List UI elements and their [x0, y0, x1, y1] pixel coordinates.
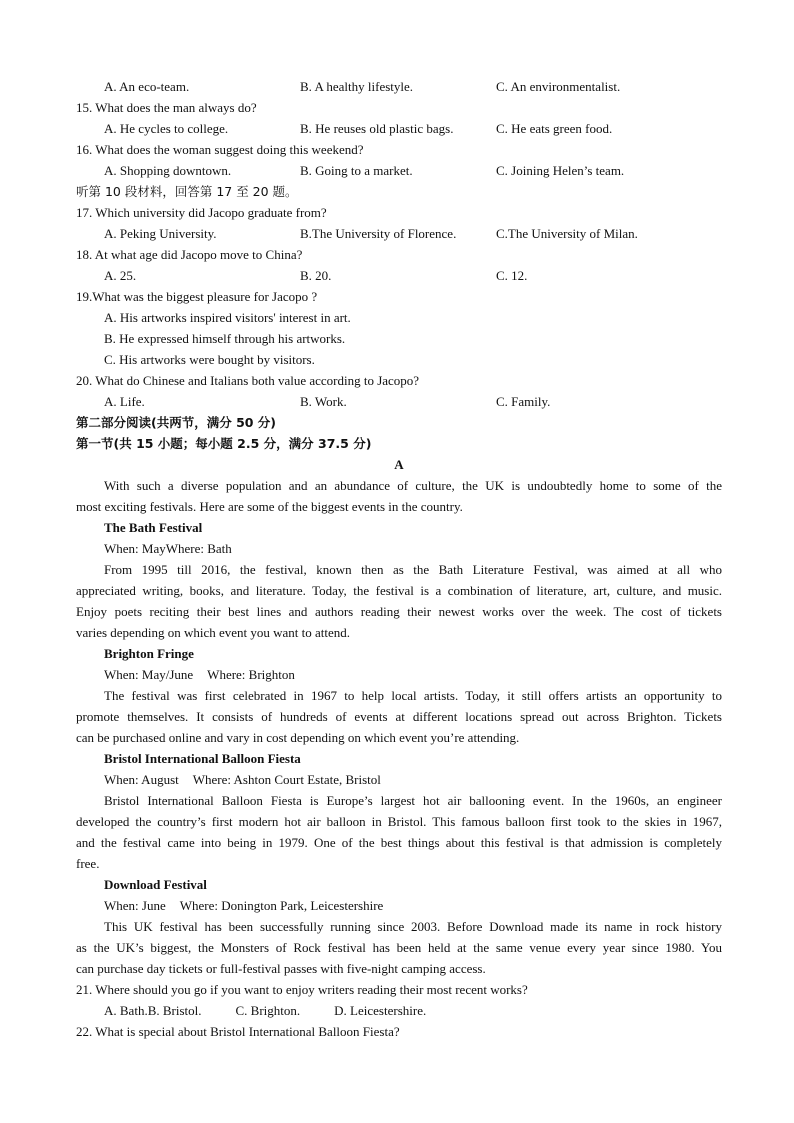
- q18-option-c: C. 12.: [496, 268, 528, 283]
- q19-option-c: C. His artworks were bought by visitors.: [104, 352, 315, 367]
- q19-option-a: A. His artworks inspired visitors' interest in art.: [104, 310, 351, 325]
- download-when: When: June: [104, 898, 166, 913]
- bath-when-where: When: MayWhere: Bath: [104, 541, 232, 556]
- download-title: Download Festival: [104, 877, 207, 892]
- bath-line-1: From 1995 till 2016, the festival, known then as the Bath Literature Festival, was aimed at all who: [104, 562, 722, 577]
- q15-option-c: C. He eats green food.: [496, 121, 613, 136]
- bath-line-2: appreciated writing, books, and literature. Today, the festival is a combination of literature, art, culture, and music.: [76, 583, 722, 598]
- q20-options: [104, 391, 722, 412]
- passage-label: A: [394, 457, 404, 472]
- brighton-title: Brighton Fringe: [104, 646, 194, 661]
- q16-option-a: A. Shopping downtown.: [104, 163, 232, 178]
- q21-option-ab: A. Bath.B. Bristol.: [104, 1003, 202, 1018]
- q17-option-b: B.The University of Florence.: [300, 226, 457, 241]
- download-line-1: This UK festival has been successfully running since 2003. Before Download made its name in rock history: [104, 919, 722, 934]
- bristol-when-where: [104, 769, 722, 790]
- q18-option-a: A. 25.: [104, 268, 137, 283]
- q15-options: [104, 118, 722, 139]
- bristol-line-3: and the festival came into being in 1979. One of the best things about this festival is that admission is completely: [76, 835, 722, 850]
- q16-option-c: C. Joining Helen’s team.: [496, 163, 625, 178]
- brighton-when: When: May/June: [104, 667, 194, 682]
- q16-option-b: B. Going to a market.: [300, 163, 413, 178]
- bristol-where: Where: Ashton Court Estate, Bristol: [192, 772, 381, 787]
- q14-option-a: A. An eco-team.: [104, 79, 190, 94]
- q22-question: 22. What is special about Bristol International Balloon Fiesta?: [76, 1024, 400, 1039]
- download-where: Where: Donington Park, Leicestershire: [179, 898, 384, 913]
- bristol-when: When: August: [104, 772, 179, 787]
- bristol-line-2: developed the country’s first modern hot air balloon in Bristol. This famous balloon first took to the skies in 1967,: [76, 814, 722, 829]
- q17-question: 17. Which university did Jacopo graduate from?: [76, 205, 327, 220]
- q21-question: 21. Where should you go if you want to enjoy writers reading their most recent works?: [76, 982, 528, 997]
- bath-line-3: Enjoy poets reciting their best lines and authors reading their newest works over the week. The cost of tickets: [76, 604, 722, 619]
- brighton-when-where: [104, 664, 722, 685]
- q17-option-a: A. Peking University.: [104, 226, 217, 241]
- brighton-line-2: promote themselves. It consists of hundreds of events at different locations spread out across Brighton. Tickets: [76, 709, 722, 724]
- q20-option-a: A. Life.: [104, 394, 145, 409]
- bristol-title: Bristol International Balloon Fiesta: [104, 751, 301, 766]
- q15-option-a: A. He cycles to college.: [104, 121, 229, 136]
- q14-option-b: B. A healthy lifestyle.: [300, 79, 414, 94]
- brighton-line-1: The festival was first celebrated in 1967 to help local artists. Today, it still offers artists an opportunity to: [104, 688, 722, 703]
- bristol-line-1: Bristol International Balloon Fiesta is Europe’s largest hot air ballooning event. In the 1960s, an engineer: [104, 793, 722, 808]
- q17-options: [104, 223, 722, 244]
- q21-option-d: D. Leicestershire.: [334, 1003, 427, 1018]
- q15-question: 15. What does the man always do?: [76, 100, 257, 115]
- q20-option-c: C. Family.: [496, 394, 551, 409]
- intro-line-2: most exciting festivals. Here are some of the biggest events in the country.: [76, 499, 463, 514]
- q15-option-b: B. He reuses old plastic bags.: [300, 121, 454, 136]
- q16-options: [104, 160, 722, 181]
- material-10-instruction: 听第 10 段材料，回答第 17 至 20 题。: [76, 184, 298, 199]
- q18-options: [104, 265, 722, 286]
- brighton-line-3: can be purchased online and vary in cost depending on which event you’re attending.: [76, 730, 520, 745]
- q20-option-b: B. Work.: [300, 394, 347, 409]
- download-line-2: as the UK’s biggest, the Monsters of Rock festival has been held at the same venue every year since 1980. You: [76, 940, 722, 955]
- q16-question: 16. What does the woman suggest doing this weekend?: [76, 142, 364, 157]
- q18-question: 18. At what age did Jacopo move to China?: [76, 247, 303, 262]
- bath-title: The Bath Festival: [104, 520, 203, 535]
- q21-option-c: C. Brighton.: [235, 1003, 301, 1018]
- section1-heading: 第一节(共 15 小题；每小题 2.5 分，满分 37.5 分): [76, 436, 372, 451]
- download-when-where: [104, 895, 722, 916]
- q18-option-b: B. 20.: [300, 268, 332, 283]
- intro-line-1: With such a diverse population and an abundance of culture, the UK is undoubtedly home to some of the: [104, 478, 722, 493]
- bristol-line-4: free.: [76, 856, 100, 871]
- part2-heading: 第二部分阅读(共两节，满分 50 分): [76, 415, 277, 430]
- q17-option-c: C.The University of Milan.: [496, 226, 638, 241]
- q20-question: 20. What do Chinese and Italians both value according to Jacopo?: [76, 373, 420, 388]
- bath-line-4: varies depending on which event you want to attend.: [76, 625, 351, 640]
- brighton-where: Where: Brighton: [207, 667, 295, 682]
- q19-option-b: B. He expressed himself through his artworks.: [104, 331, 346, 346]
- q19-question: 19.What was the biggest pleasure for Jacopo ?: [76, 289, 318, 304]
- q21-options: [104, 1000, 722, 1021]
- q14-options: [104, 76, 722, 97]
- q14-option-c: C. An environmentalist.: [496, 79, 621, 94]
- download-line-3: can purchase day tickets or full-festival passes with five-night camping access.: [76, 961, 486, 976]
